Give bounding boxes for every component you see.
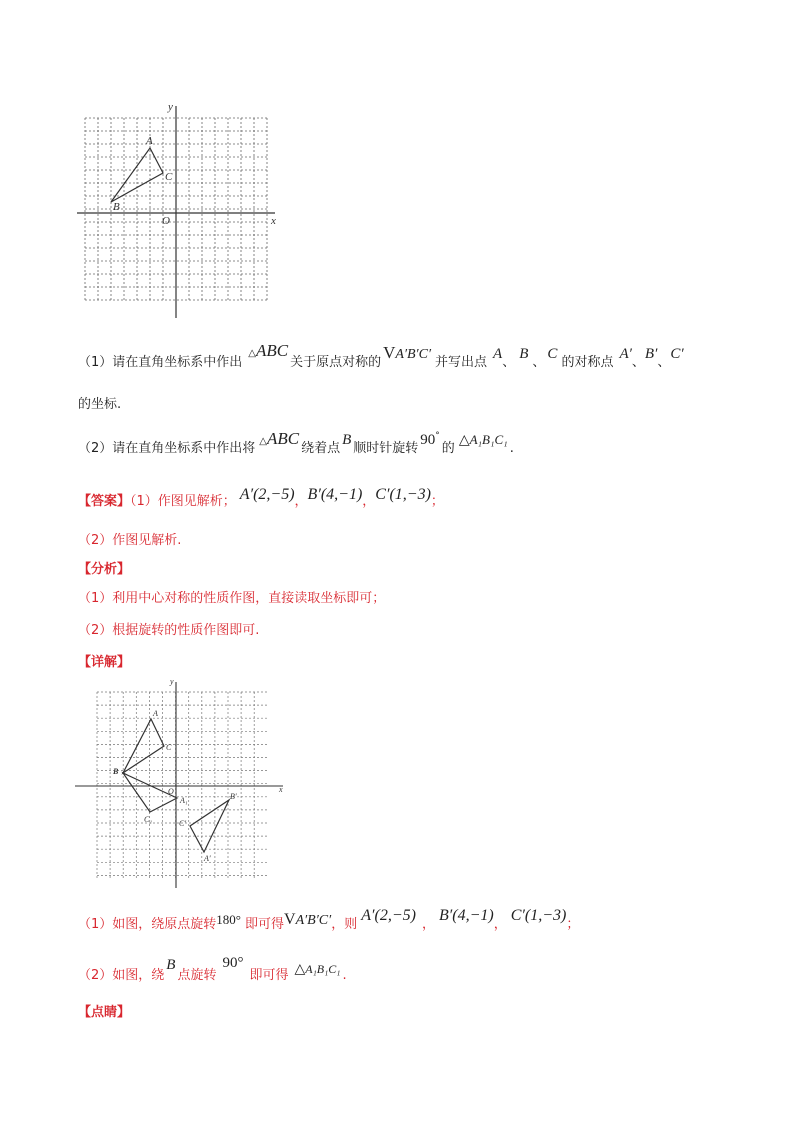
answer-b-coord: B′(4,−1) [307,486,363,503]
solution-2 [78,955,347,983]
sol1-end: ； [566,917,580,932]
comment-tag-text: 【点睛】 [78,1005,131,1020]
q1-point-a: A [493,346,503,362]
q2-angle: 90 [420,432,436,448]
q1-abc-prime: A′B′C′ [395,347,432,362]
label-c: C [165,171,173,183]
sol2-triangle: △ [294,961,306,977]
comment-tag [78,1006,130,1019]
label-a-prime: A′ [204,854,211,863]
q1-v-symbol: V [383,343,396,362]
x-axis-label: x [279,785,283,794]
sol1-prefix: （1）如图，绕原点旋转 [78,917,217,932]
y-axis-label: y [168,101,173,113]
answer-sep2: ， [362,494,376,509]
detail-tag [78,656,130,669]
figure-2-grid [73,676,293,890]
label-b: B [113,201,120,213]
label-b-prime: B′ [230,792,237,801]
sol2-rotate: 点旋转 [177,968,217,983]
q1-sep1: 、 [502,355,516,370]
sol2-angle: 90° [222,955,244,971]
analysis-line-1 [78,592,385,605]
q2-a1b1c1: A₁B₁C₁ [469,432,508,447]
q2-deg: ° [435,431,440,441]
q1-prefix: （1）请在直角坐标系中作出 [78,355,243,370]
sol1-b-coord: B′(4,−1) [438,907,494,924]
q1-point-b: B [519,346,529,362]
figure-1-grid [75,98,285,320]
q1-sep2: 、 [532,355,546,370]
label-a1: A₁ [180,796,188,805]
q1-c-prime: C′ [670,346,684,362]
q1-sym-points: 的对称点 [561,355,614,370]
y-axis-label: y [170,677,174,686]
sol1-angle: 180° [216,912,241,927]
q2-prefix: （2）请在直角坐标系中作出将 [78,441,256,456]
q1-b-prime: B′ [644,346,658,362]
analysis-tag [78,563,130,576]
answer-line-2 [78,534,181,547]
q2-period: . [509,441,514,456]
sol1-c-coord: C′(1,−3) [510,907,567,924]
answer-part1: （1）作图见解析； [130,494,236,509]
sol2-prefix: （2）如图，绕 [78,968,165,983]
q1-about-origin: 关于原点对称的 [290,355,382,370]
label-a: A [146,135,153,147]
q2-around-point: 绕着点 [301,441,341,456]
question-1 [78,341,684,370]
q2-point-b: B [342,432,352,448]
question-1-continuation [78,398,121,411]
sol2-point-b: B [166,957,176,973]
q1-a-prime: A′ [619,346,632,362]
analysis-line-2-text: （2）根据旋转的性质作图即可. [78,623,260,638]
answer-part2: （2）作图见解析. [78,533,182,548]
sol1-sep2: ， [493,917,507,932]
q2-triangle-symbol: △ [259,436,267,447]
triangle-a-prime-b-prime-c-prime [190,800,229,852]
detail-tag-text: 【详解】 [78,655,131,670]
label-c1: C₁ [144,815,153,824]
label-c: C [166,743,172,752]
answer-sep1: ， [294,494,308,509]
label-b: B [113,767,119,776]
q1-sep3: 、 [631,355,645,370]
sol2-get: 即可得 [249,968,289,983]
triangle-abc [123,719,164,773]
sol2-period: . [342,968,347,983]
x-axis-label: x [271,215,276,227]
answer-a-coord: A′(2,−5) [239,486,295,503]
label-c-prime: C′ [179,819,187,828]
answer-line-1 [78,486,444,509]
q1-triangle-symbol: △ [248,348,256,359]
analysis-line-1-text: （1）利用中心对称的性质作图，直接读取坐标即可； [78,591,386,606]
label-a: A [153,709,158,718]
q2-rotate-cw: 顺时针旋转 [353,441,419,456]
sol1-v-symbol: V [284,911,296,928]
q1-continuation-text: 的坐标. [78,397,122,412]
q1-abc: ABC [255,341,289,360]
sol1-abc-prime: A′B′C′ [295,913,332,928]
q2-of: 的 [441,441,455,456]
analysis-tag-text: 【分析】 [78,562,131,577]
q1-sep4: 、 [657,355,671,370]
origin-label: O [168,787,174,796]
sol1-sep1: ， [421,917,435,932]
answer-c-coord: C′(1,−3) [375,486,431,503]
analysis-line-2 [78,624,259,637]
origin-label: O [162,215,170,227]
q1-point-c: C [547,346,558,362]
sol2-a1b1c1: A₁B₁C₁ [305,962,341,976]
question-2 [78,429,514,456]
q2-abc: ABC [266,429,300,448]
sol1-get: 即可得 [244,917,284,932]
sol1-then: ，则 [331,917,358,932]
q2-triangle: △ [458,432,470,448]
q1-write-points: 并写出点 [435,355,488,370]
answer-end: ； [430,494,444,509]
answer-tag: 【答案】 [78,494,131,509]
sol1-a-coord: A′(2,−5) [361,907,416,924]
solution-1 [78,907,580,932]
